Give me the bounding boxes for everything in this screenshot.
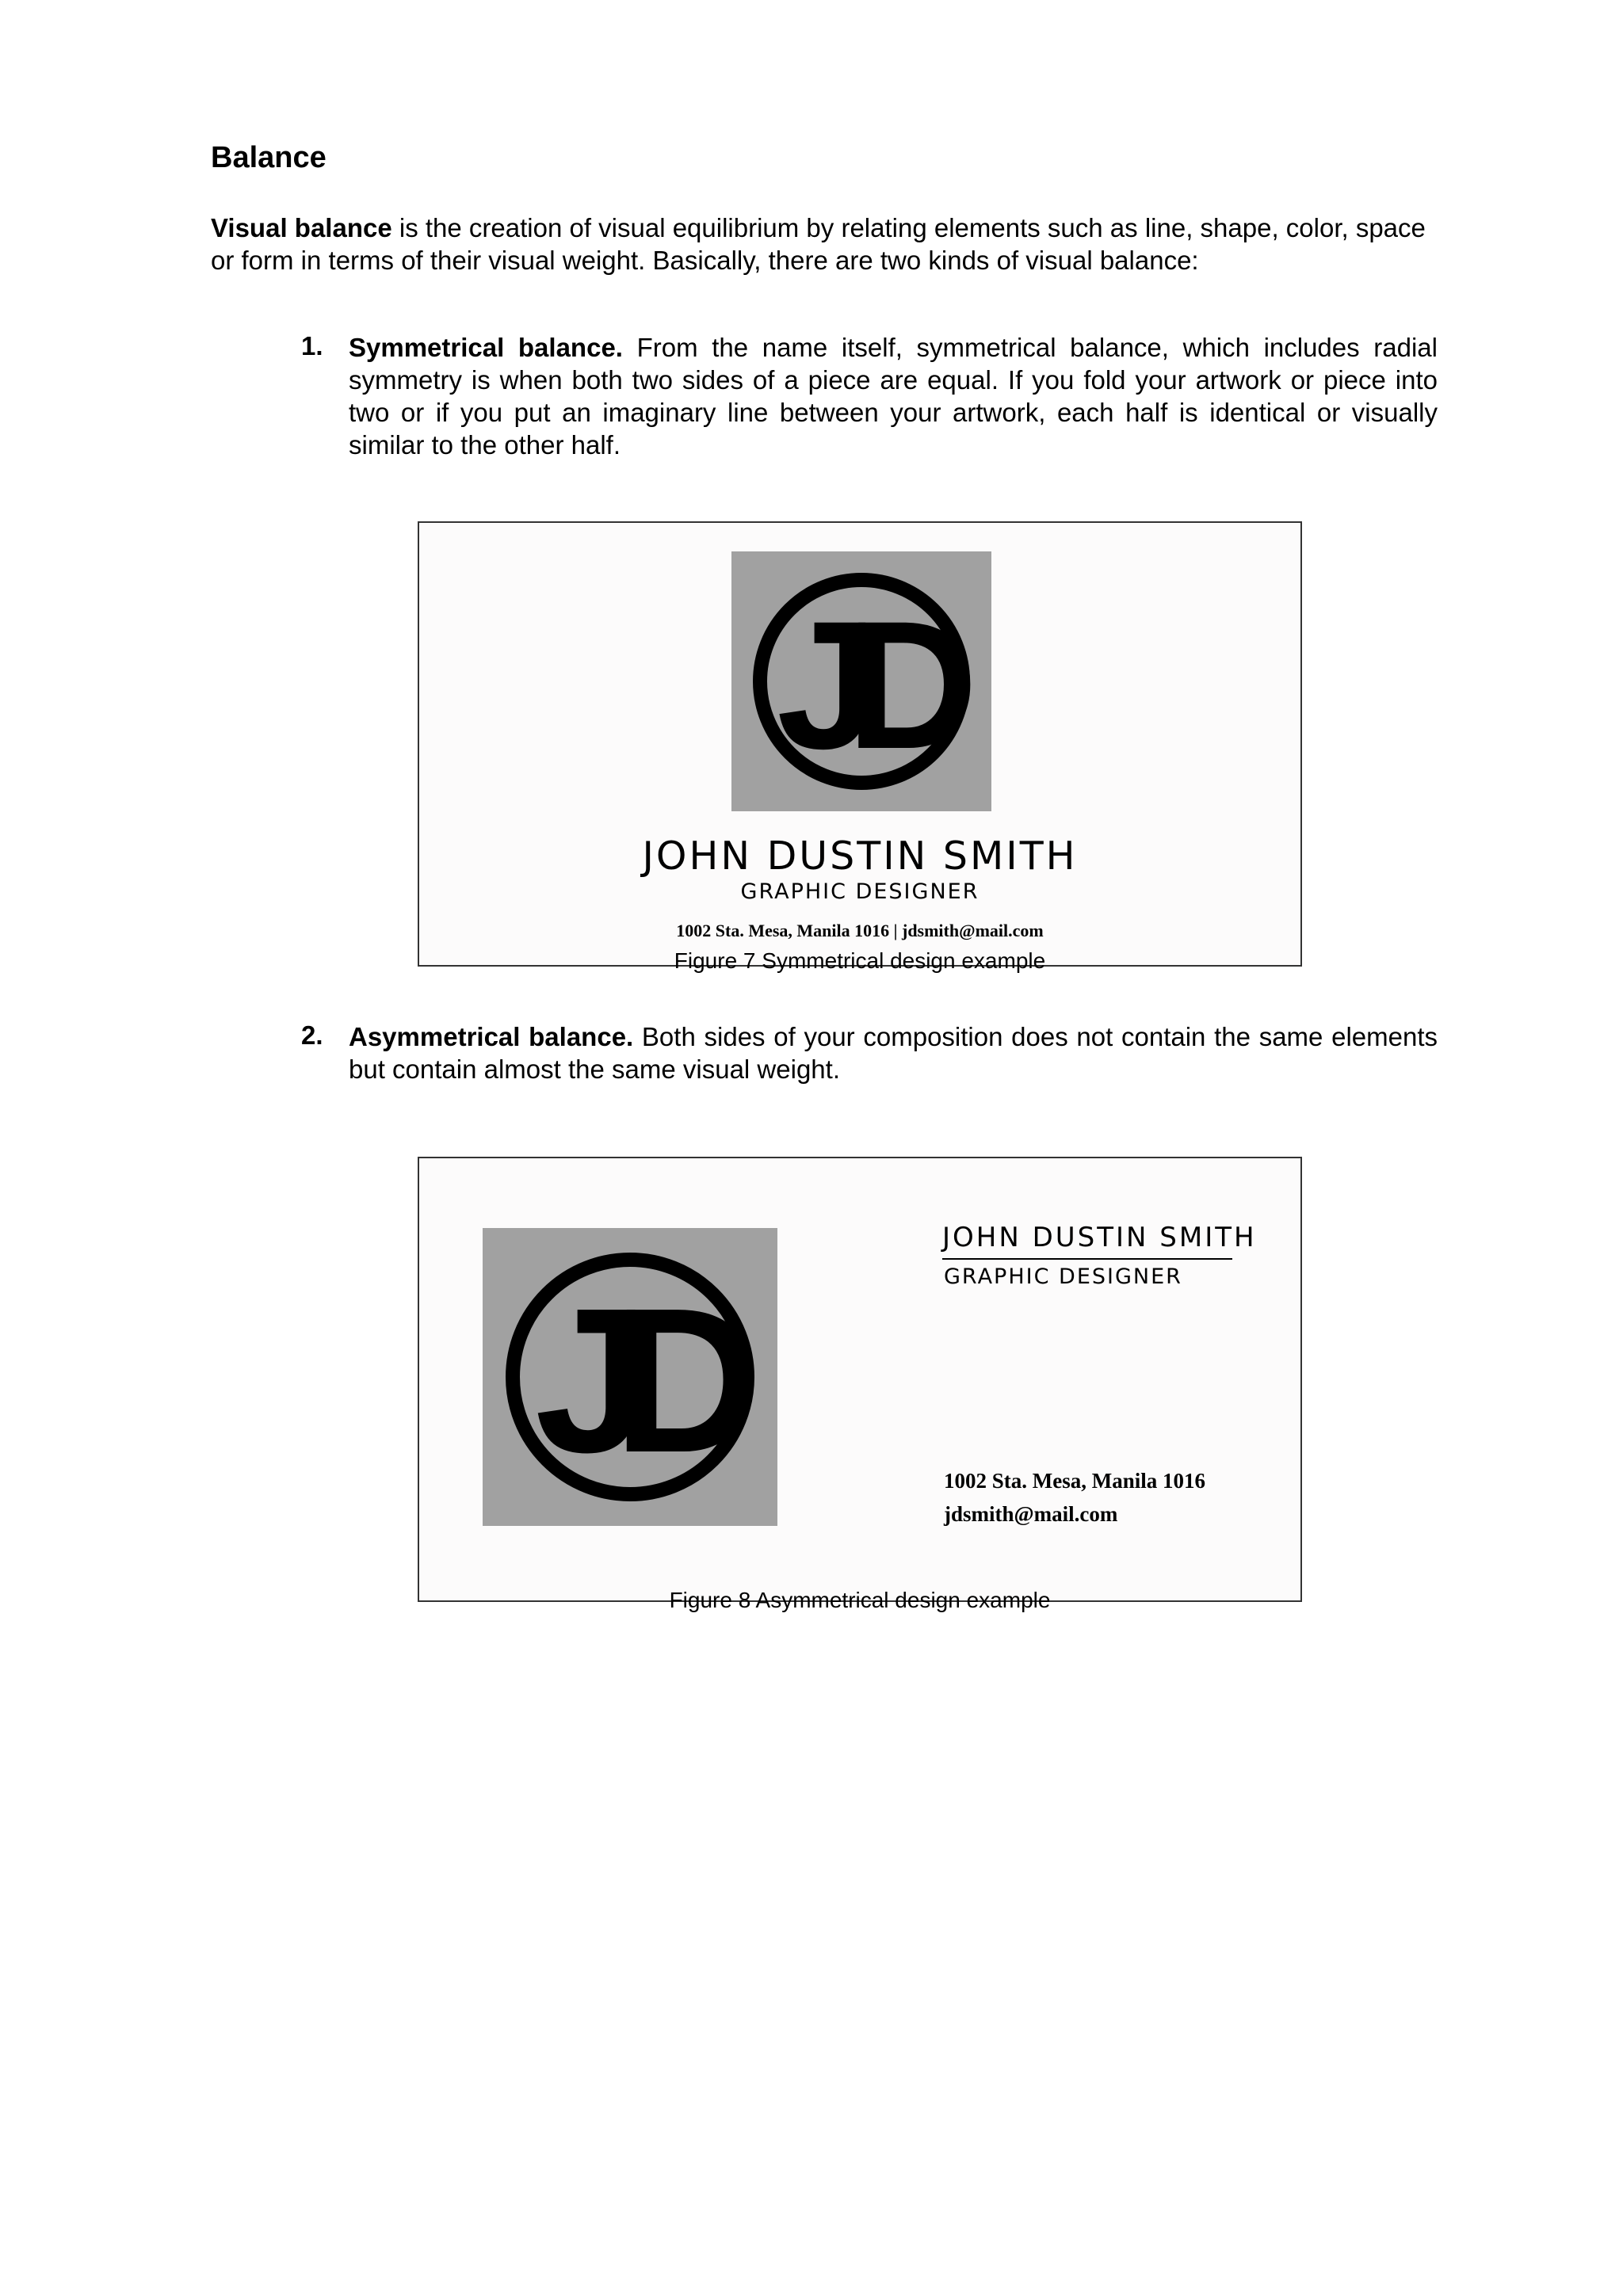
card-role: GRAPHIC DESIGNER	[944, 1264, 1182, 1289]
jd-monogram-icon	[731, 551, 991, 811]
intro-text: is the creation of visual equilibrium by relating elements such as line, shape, color, space or form in terms of their visual weight. Basically, there are two kinds of visual balance:	[211, 213, 1426, 275]
list-text-2: Both sides of your composition does not contain the same elements but contain almost the same visual weight.	[349, 1022, 1438, 1084]
asymmetrical-business-card	[418, 1157, 1302, 1602]
card-address-line: 1002 Sta. Mesa, Manila 1016 | jdsmith@mail.com	[676, 921, 1044, 940]
list-term-1: Symmetrical balance.	[349, 333, 623, 362]
card-address: 1002 Sta. Mesa, Manila 1016	[944, 1469, 1205, 1493]
card-name: JOHN DUSTIN SMITH	[642, 833, 1078, 879]
card-name: JOHN DUSTIN SMITH	[942, 1222, 1257, 1253]
intro-paragraph	[211, 212, 1439, 277]
logo-box	[731, 551, 991, 811]
name-underline	[942, 1258, 1232, 1260]
symmetrical-business-card	[418, 521, 1302, 967]
list-item-symmetrical	[349, 331, 1438, 461]
list-term-2: Asymmetrical balance.	[349, 1022, 634, 1051]
intro-term: Visual balance	[211, 213, 392, 242]
logo-text: JD	[534, 1266, 726, 1496]
jd-monogram-icon	[483, 1228, 777, 1526]
list-text-1: From the name itself, symmetrical balance, which includes radial symmetry is when both two sides of a piece are equal. If you fold your artwork or piece into two or if you put an imaginary line between your artwork, each half is identical or visually similar to the other half.	[349, 333, 1438, 460]
section-heading: Balance	[211, 141, 327, 174]
list-item-asymmetrical	[349, 1020, 1438, 1085]
card-email: jdsmith@mail.com	[944, 1502, 1118, 1526]
list-number-2: 2.	[301, 1020, 323, 1050]
card-role: GRAPHIC DESIGNER	[740, 879, 980, 904]
logo-text: JD	[776, 583, 947, 787]
logo-box	[483, 1228, 777, 1526]
figure-7-caption: Figure 7 Symmetrical design example	[674, 948, 1046, 973]
figure-8-caption: Figure 8 Asymmetrical design example	[669, 1588, 1051, 1612]
list-number-1: 1.	[301, 331, 323, 360]
